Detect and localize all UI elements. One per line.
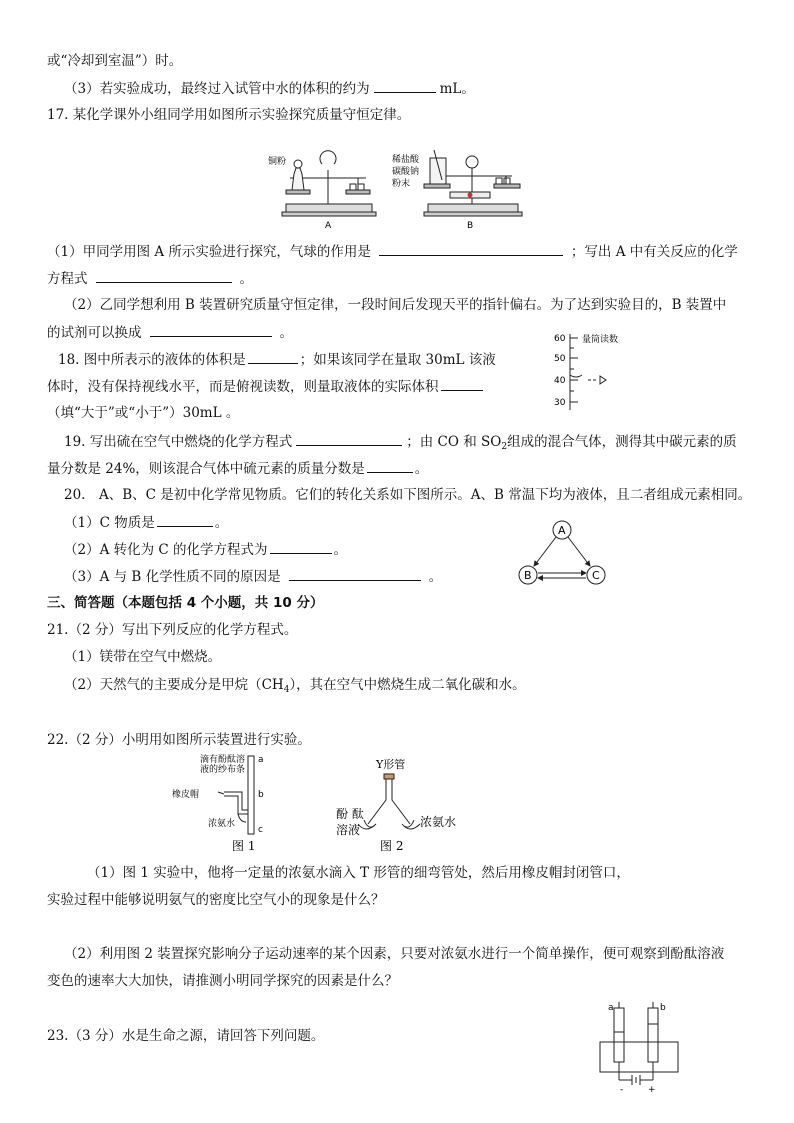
question-text: 19. 写出硫在空气中燃烧的化学方程式 <box>64 434 293 450</box>
question-text: 18. 图中所表示的液体的体积是 <box>58 352 246 368</box>
question-text: ；如果该同学在量取 30mL 该液 <box>299 352 496 368</box>
question-text: （2）天然气的主要成分是甲烷（CH <box>64 677 284 693</box>
fig1-ammonia: 浓氨水 <box>208 819 236 829</box>
question-19 <box>64 432 737 456</box>
fig1-label2: 液的纱布条 <box>200 765 246 775</box>
answer-blank[interactable] <box>150 323 272 337</box>
question-17-2: （2）乙同学想利用 B 装置研究质量守恒定律，一段时间后发现天平的指针偏右。为了达到实验目的，B 装置中 <box>64 297 727 313</box>
label-copper: 铜粉 <box>268 157 287 167</box>
answer-blank[interactable] <box>289 567 421 581</box>
question-20-2 <box>64 540 347 559</box>
question-text: 组成的混合气体，测得其中碳元素的质 <box>507 434 737 450</box>
answer-blank[interactable] <box>96 269 232 283</box>
fig2-caption: 图 2 <box>380 839 404 853</box>
question-text: 。 <box>414 461 429 477</box>
question-21-2 <box>64 676 526 699</box>
question-text: 。 <box>214 515 229 531</box>
fig2-ammonia: 浓氨水 <box>420 815 457 829</box>
question-17: 17. 某化学课外小组同学用如图所示实验探究质量守恒定律。 <box>47 107 411 123</box>
cylinder-figure <box>548 332 658 414</box>
answer-blank[interactable] <box>367 459 413 473</box>
question-20-1 <box>64 513 228 532</box>
node-b: B <box>524 569 532 582</box>
question-17-2-cont <box>47 323 293 342</box>
fig2-solution: 溶液 <box>336 823 361 837</box>
question-22-2-cont: 变色的速率大大加快，请推测小明同学探究的因素是什么？ <box>47 973 398 989</box>
node-a: A <box>558 524 566 537</box>
balance-a <box>282 151 376 216</box>
answer-blank[interactable] <box>379 242 563 256</box>
positive-sign: + <box>648 1085 656 1095</box>
label-powder: 粉末 <box>392 179 411 189</box>
question-text: （3）A 与 B 化学性质不同的原因是 <box>64 569 281 585</box>
tick-label: 50 <box>554 354 566 364</box>
label-na2co3: 碳酸钠 <box>392 167 420 177</box>
label-hcl: 稀盐酸 <box>392 155 420 165</box>
question-text: 方程式 <box>47 271 88 287</box>
question-23: 23.（3 分）水是生命之源，请回答下列问题。 <box>47 1028 325 1044</box>
question-20: 20. A、B、C 是初中化学常见物质。它们的转化关系如下图所示。A、B 常温下均为液体，且二者组成元素相同。 <box>64 487 752 503</box>
fig1-label1: 滴有酚酞溶 <box>200 755 246 765</box>
question-text: ；写出 A 中有关反应的化学 <box>570 244 738 260</box>
abc-diagram <box>512 518 612 588</box>
fig1-c: c <box>258 825 263 835</box>
electrode-b: b <box>660 1003 666 1013</box>
question-21-1: （1）镁带在空气中燃烧。 <box>64 649 222 665</box>
question-text: （1）甲同学用图 A 所示实验进行探究，气球的作用是 <box>47 244 371 260</box>
question-21: 21.（2 分）写出下列反应的化学方程式。 <box>47 622 298 638</box>
question-text: 量分数是 24%，则该混合气体中硫元素的质量分数是 <box>47 461 365 477</box>
question-text: （3）若实验成功，最终过入试管中水的体积的约为 <box>64 81 370 97</box>
node-c: C <box>592 569 600 582</box>
question-22-1: （1）图 1 实验中，他将一定量的浓氨水滴入 T 形管的细弯管处，然后用橡皮帽封闭管口， <box>87 865 630 881</box>
answer-blank[interactable] <box>441 377 483 391</box>
answer-blank[interactable] <box>270 540 332 554</box>
balance-figure <box>264 140 524 232</box>
question-text: 。 <box>239 271 253 287</box>
tick-label: 40 <box>554 376 566 386</box>
question-16-3 <box>64 79 475 98</box>
question-text: 。 <box>428 569 443 585</box>
question-text: ；由 CO 和 SO <box>406 434 502 450</box>
cylinder-title: 量筒读数 <box>582 335 619 345</box>
electrode-a: a <box>608 1003 614 1013</box>
text-line: 或“冷却到室温”）时。 <box>47 53 183 69</box>
fig2-ytube: Y形管 <box>376 758 406 771</box>
question-text: （1）C 物质是 <box>64 515 155 531</box>
section-heading: 三、简答题（本题包括 4 个小题，共 10 分） <box>47 595 324 611</box>
question-17-1 <box>47 242 738 261</box>
question-22-2: （2）利用图 2 装置探究影响分子运动速率的某个因素，只要对浓氨水进行一个简单操作，便可观察到酚酞溶液 <box>64 946 725 962</box>
balance-b <box>424 150 522 216</box>
question-text: 。 <box>333 542 348 558</box>
fig1-caption: 图 1 <box>232 839 256 853</box>
question-17-1-cont <box>47 269 253 288</box>
question-text: （2）A 转化为 C 的化学方程式为 <box>64 542 268 558</box>
question-text: mL。 <box>439 81 475 97</box>
electrolysis-figure <box>592 998 692 1096</box>
tick-label: 30 <box>554 398 566 408</box>
label-fig-a: A <box>325 221 332 231</box>
question-text: 体时，没有保持视线水平，而是俯视读数，则量取液体的实际体积 <box>47 379 439 395</box>
question-18-cont <box>47 377 485 396</box>
fig1-a: a <box>258 755 264 765</box>
question-22: 22.（2 分）小明用如图所示装置进行实验。 <box>47 732 311 748</box>
fig2-phenolphthalein: 酚 酞 <box>336 807 364 821</box>
subscript: 2 <box>501 442 508 452</box>
question-19-cont <box>47 459 428 478</box>
fig1-rubber-cap: 橡皮帽 <box>172 790 200 800</box>
answer-blank[interactable] <box>157 513 213 527</box>
question-18-cont2: （填“大于”或“小于”）30mL 。 <box>47 405 240 421</box>
fig1-b: b <box>258 790 264 800</box>
question-text: ），其在空气中燃烧生成二氧化碳和水。 <box>289 677 526 693</box>
answer-blank[interactable] <box>248 350 298 364</box>
question-text: 。 <box>279 325 293 341</box>
answer-blank[interactable] <box>296 432 402 446</box>
label-fig-b: B <box>467 221 474 231</box>
question-text: 的试剂可以换成 <box>47 325 142 341</box>
answer-blank[interactable] <box>374 79 436 93</box>
ammonia-figure <box>168 752 468 856</box>
question-18 <box>58 350 496 369</box>
negative-sign: - <box>620 1085 624 1095</box>
question-20-3 <box>64 567 442 586</box>
subscript: 4 <box>283 685 290 695</box>
question-22-1-cont: 实验过程中能够说明氨气的密度比空气小的现象是什么？ <box>47 892 385 908</box>
tick-label: 60 <box>554 334 566 344</box>
